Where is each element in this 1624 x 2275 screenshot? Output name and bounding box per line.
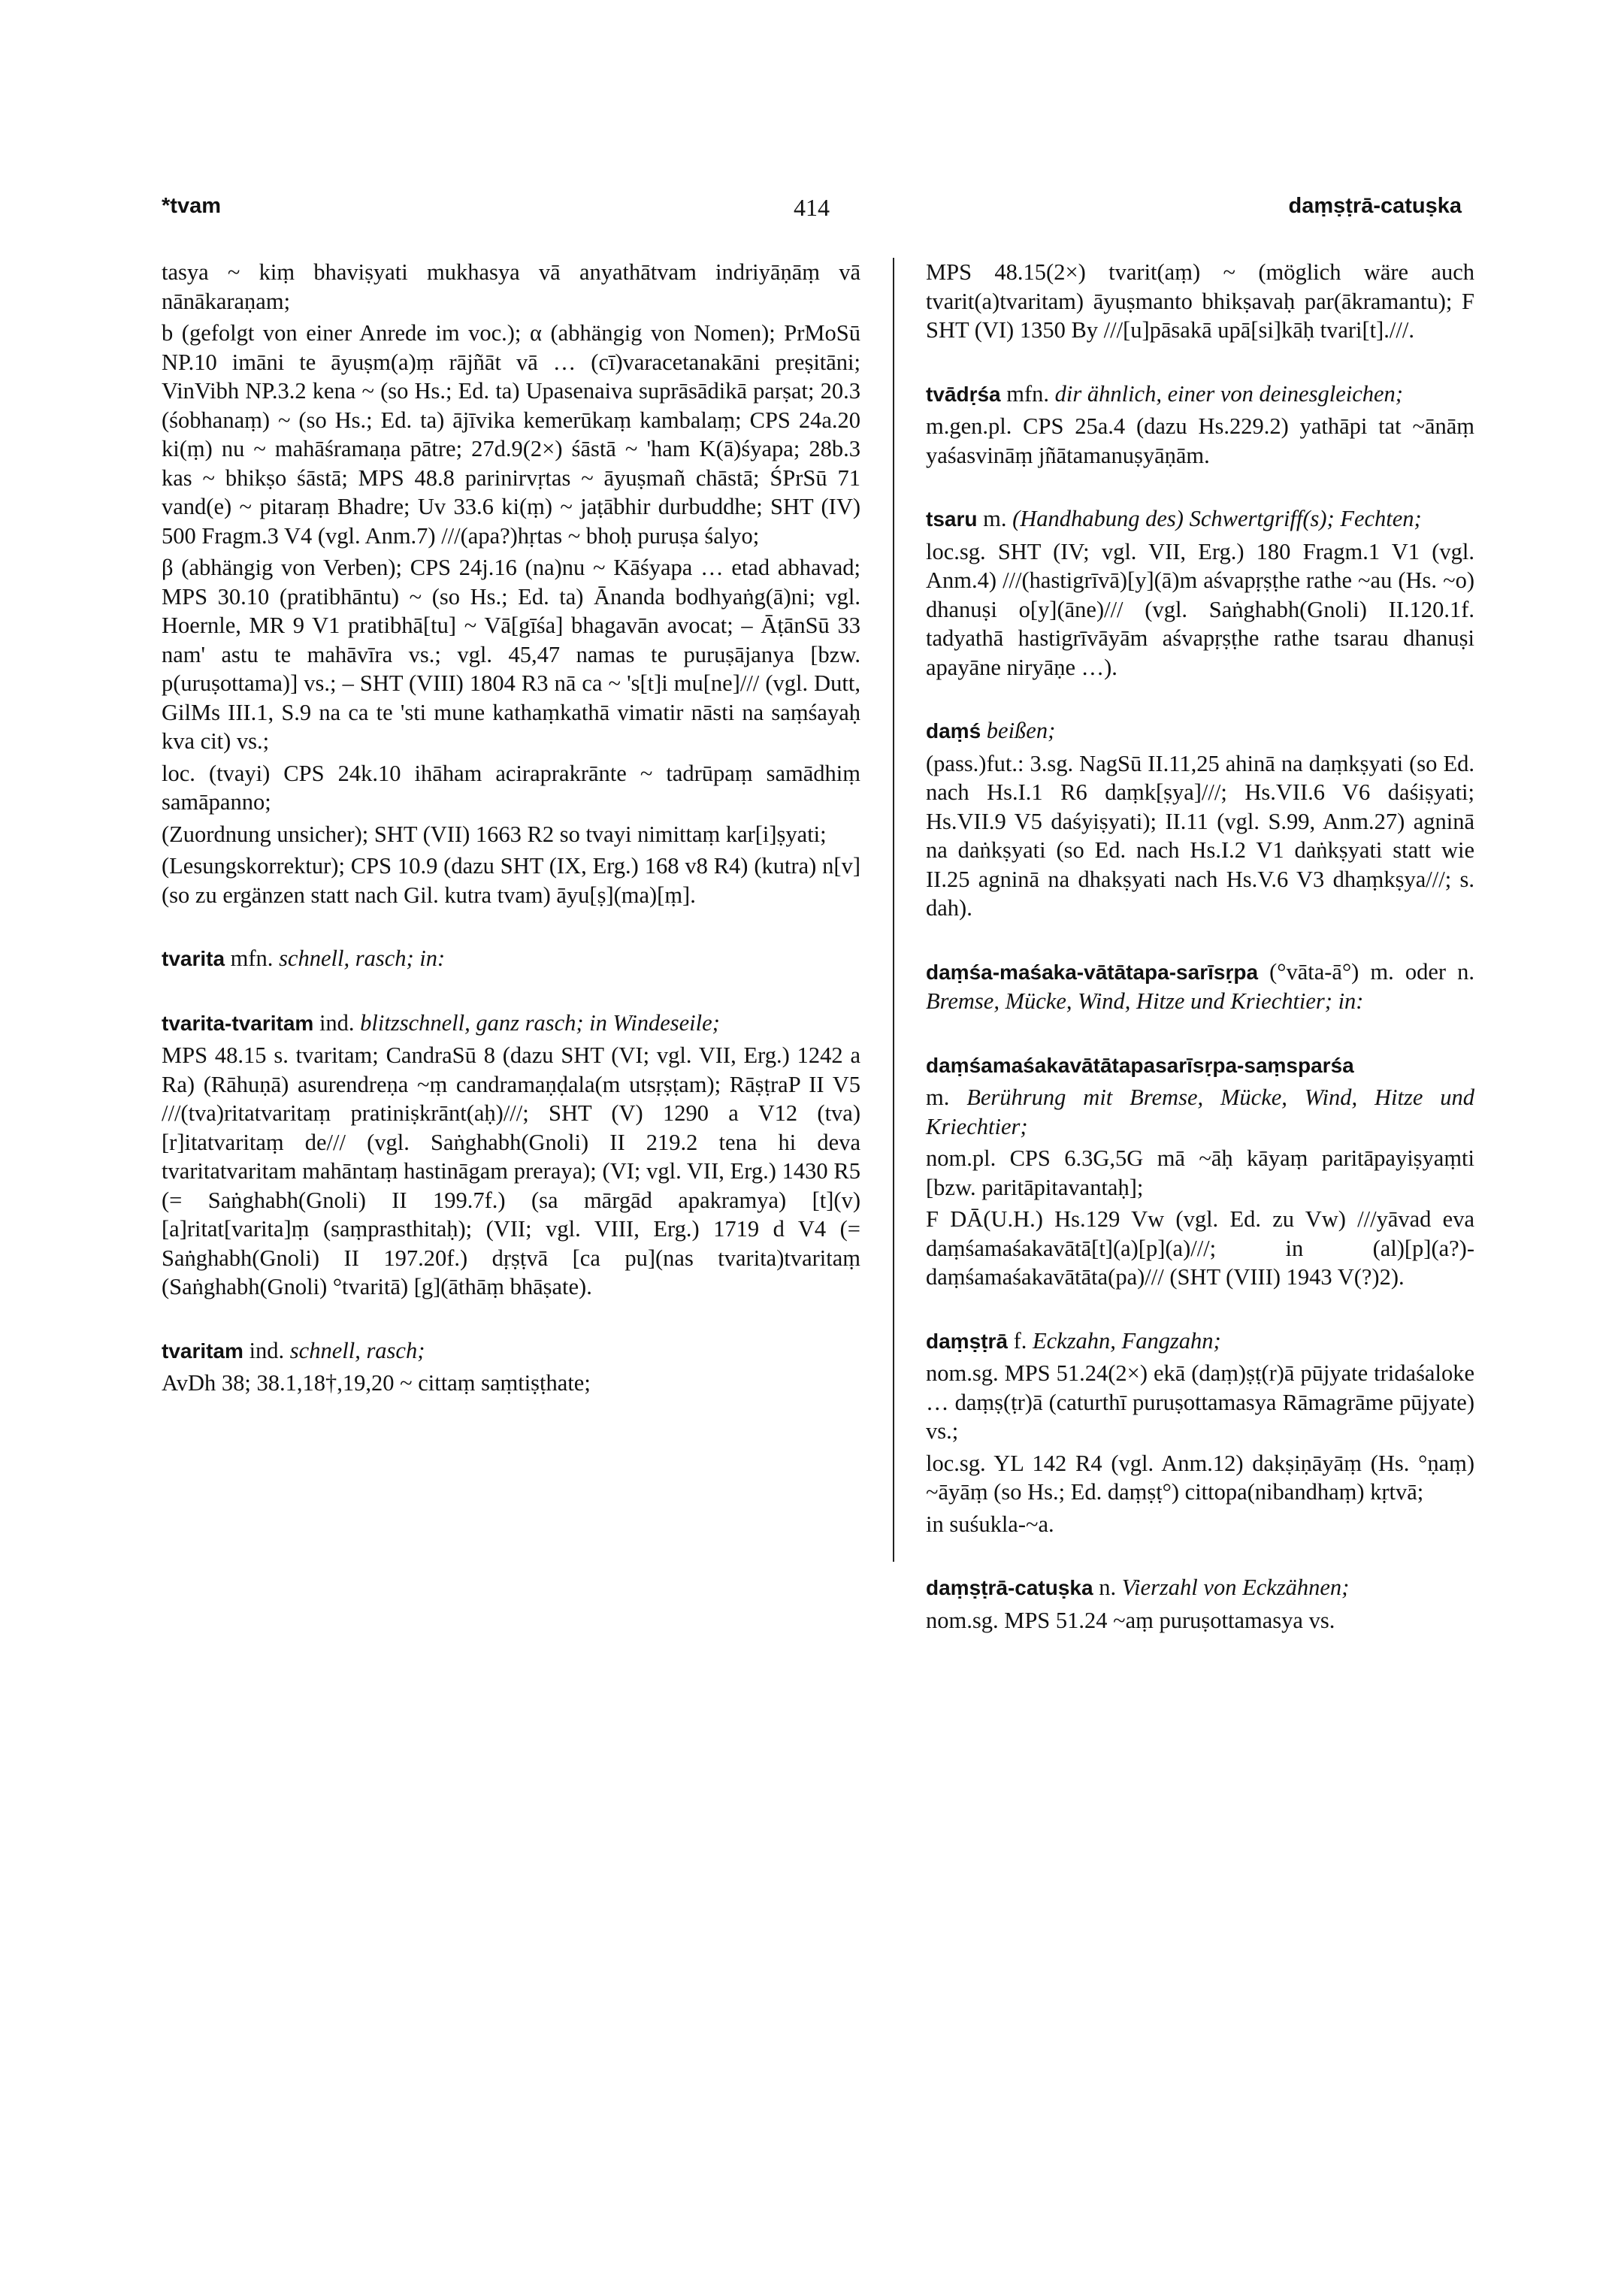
paragraph: AvDh 38; 38.1,18†,19,20 ~ cittaṃ saṃtiṣṭhate; [162, 1370, 591, 1396]
grammar: m. [983, 506, 1007, 531]
gloss: schnell, rasch; in: [279, 945, 446, 971]
entry-tvarita [162, 944, 860, 974]
headword: daṃṣṭrā-catuṣka [926, 1576, 1093, 1599]
entry-dams [926, 716, 1474, 923]
entry-tvam-continuation [162, 258, 860, 909]
column-divider [893, 258, 894, 1562]
gloss: schnell, rasch; [289, 1337, 425, 1363]
entry-tvadrsa [926, 380, 1474, 470]
headword: daṃṣṭrā [926, 1329, 1008, 1353]
gloss: Berührung mit Bremse, Mücke, Wind, Hitze und Kriechtier; [926, 1085, 1474, 1139]
paragraph: tasya ~ kiṃ bhaviṣyati mukhasya vā anyathātvam indriyāṇāṃ vā nānākaraṇam; [162, 259, 860, 314]
entry-damstra-catuska [926, 1573, 1474, 1635]
grammar: n. [1099, 1575, 1117, 1600]
paragraph: (pass.)fut.: 3.sg. NagSū II.11,25 ahinā na daṃkṣyati (so Ed. nach Hs.I.1 R6 daṃk[ṣya]///; Hs.VII.6 V6 daśiṣyati; Hs.VII.9 V5 daśyiṣyati); II.11 (vgl. S.99, Anm.27) agninā na daṅkṣyati (so Ed. nach Hs.I.2 V1 daṅkṣyati statt wie II.25 agninā na dhakṣyati nach Hs.V.6 V3 dhaṃkṣya///; s. dah). [926, 750, 1474, 921]
running-header [162, 194, 1462, 231]
header-left-headword: *tvam [162, 194, 221, 218]
entry-tvarita-tvaritam [162, 1009, 860, 1302]
grammar: mfn. [230, 945, 274, 971]
headword: daṃśamaśakavātātapasarīsṛpa-saṃsparśa [926, 1053, 1354, 1077]
page-number: 414 [794, 194, 830, 221]
gloss: blitzschnell, ganz rasch; in Windeseile; [360, 1009, 720, 1036]
right-column [926, 258, 1474, 1669]
grammar: mfn. [1006, 380, 1050, 407]
paragraph: in suśukla-~a. [926, 1511, 1054, 1537]
grammar: f. [1013, 1327, 1027, 1354]
entry-tvaritam [162, 1336, 860, 1398]
grammar: ind. [319, 1009, 355, 1036]
gloss: beißen; [986, 718, 1056, 743]
paragraph: nom.pl. CPS 6.3G,5G mā ~āḥ kāyaṃ paritāpayiṣyaṃti [bzw. paritāpitavantaḥ]; [926, 1145, 1474, 1200]
entry-tvarita-tvaritam-continuation [926, 258, 1474, 345]
entry-tsaru [926, 504, 1474, 682]
paragraph: nom.sg. MPS 51.24 ~aṃ puruṣottamasya vs. [926, 1607, 1335, 1633]
grammar: ind. [249, 1337, 285, 1363]
grammar: (°vāta-ā°) m. oder n. [1269, 958, 1475, 985]
gloss: (Handhabung des) Schwertgriff(s); Fechten; [1012, 506, 1422, 531]
grammar: m. [926, 1085, 950, 1110]
paragraph: (Zuordnung unsicher); SHT (VII) 1663 R2 so tvayi nimittaṃ kar[i]ṣyati; [162, 821, 827, 847]
entry-damstra [926, 1327, 1474, 1539]
headword: tvādṛśa [926, 382, 1001, 406]
paragraph: MPS 48.15 s. tvaritam; CandraSū 8 (dazu SHT (VI; vgl. VII, Erg.) 1242 a Ra) (Rāhuṇā) asurendreṇa ~ṃ candramaṇḍala(m utsṛṣṭam); RāṣṭraP II V5 ///(tva)ritatvaritaṃ pratiniṣkrānt(aḥ)///; SHT (V) 1290 a V12 (tva)[r]itatvaritaṃ de/// (vgl. Saṅghabh(Gnoli) II 219.2 tena hi deva tvaritatvaritam mahāntaṃ hastināgam prerayа); (VI; vgl. VII, Erg.) 1430 R5 (= Saṅghabh(Gnoli) II 199.7f.) (sa mārgād apakramya) [t](v)[a]ritat[varita]ṃ (saṃprasthitaḥ); (VII; vgl. VIII, Erg.) 1719 d V4 (= Saṅghabh(Gnoli) II 197.20f.) dṛṣṭvā [ca pu](nas tvarita)tvaritaṃ (Saṅghabh(Gnoli) °tvaritā) [g](āthāṃ bhāṣate). [162, 1042, 860, 1299]
gloss: Eckzahn, Fangzahn; [1032, 1327, 1221, 1354]
header-right-headword: daṃṣṭrā-catuṣka [1288, 194, 1462, 218]
paragraph: MPS 48.15(2×) tvarit(aṃ) ~ (möglich wäre auch tvarit(a)tvaritam) āyuṣmanto bhikṣavaḥ par(ākramantu); F SHT (VI) 1350 By ///[u]pāsakā upā[si]kāḥ tvari[t].///. [926, 259, 1474, 343]
gloss: dir ähnlich, einer von deinesgleichen; [1054, 380, 1403, 407]
entry-damsa-masaka [926, 957, 1474, 1016]
paragraph: loc. (tvayi) CPS 24k.10 ihāham aciraprakrānte ~ tadrūpaṃ samādhiṃ samāpanno; [162, 760, 860, 815]
headword: daṃśa-maśaka-vātātapa-sarīsṛpa [926, 960, 1259, 984]
headword: tvarita [162, 947, 225, 970]
gloss: Vierzahl von Eckzähnen; [1121, 1575, 1350, 1600]
paragraph: loc.sg. YL 142 R4 (vgl. Anm.12) dakṣiṇāyāṃ (Hs. °ṇaṃ) ~āyāṃ (so Hs.; Ed. daṃṣṭ°) cittopa(nibandhaṃ) kṛtvā; [926, 1450, 1474, 1505]
paragraph: F DĀ(U.H.) Hs.129 Vw (vgl. Ed. zu Vw) ///yāvad eva daṃśamaśakavātā[t](a)[p](a)///; in (al)[p](a?)-daṃśamaśakavātāta(pa)/// (SHT (VIII) 1943 V(?)2). [926, 1206, 1474, 1290]
paragraph: β (abhängig von Verben); CPS 24j.16 (na)nu ~ Kāśyapa … etad abhavad; MPS 30.10 (pratibhāntu) ~ (so Hs.; Ed. ta) Ānanda bodhyaṅg(ā)ni; vgl. Hoernle, MR 9 V1 pratibhā[tu] ~ Vā[gīśa] bhagavān avocat; – ĀṭānSū 33 nam' astu te mahāvīra vs.; vgl. 45,47 namas te puruṣājanya [bzw. p(uruṣottama)] vs.; – SHT (VIII) 1804 R3 nā ca ~ 's[t]i mu[ne]/// (vgl. Dutt, GilMs III.1, S.9 na ca te 'sti mune kathaṃkathā vimatir nāsti na saṃśayaḥ kva cit) vs.; [162, 555, 860, 754]
headword: tvaritam [162, 1339, 243, 1363]
headword: tsaru [926, 507, 978, 531]
left-column [162, 258, 860, 1432]
gloss: Bremse, Mücke, Wind, Hitze und Kriechtier; in: [926, 988, 1364, 1014]
headword: daṃś [926, 719, 981, 743]
paragraph: nom.sg. MPS 51.24(2×) ekā (daṃ)ṣṭ(r)ā pūjyate tridaśaloke … daṃṣ(ṭr)ā (caturthī puruṣottamasya Rāmagrāme pūjyate) vs.; [926, 1360, 1474, 1444]
paragraph: (Lesungskorrektur); CPS 10.9 (dazu SHT (IX, Erg.) 168 v8 R4) (kutra) n[v] (so zu ergänzen statt nach Gil. kutra tvam) āyu[ṣ](ma)[ṃ]. [162, 853, 860, 908]
paragraph: loc.sg. SHT (IV; vgl. VII, Erg.) 180 Fragm.1 V1 (vgl. Anm.4) ///(hastigrīvā)[y](ā)m aśvapṛṣṭhe rathe ~au (Hs. ~o) dhanuṣi o[y](āne)/// (vgl. Saṅghabh(Gnoli) II.120.1f. tadyathā hastigrīvāyām aśvapṛṣṭhe rathe tsarau dhanuṣi apayāne niryāṇe …). [926, 538, 1474, 680]
paragraph: m.gen.pl. CPS 25a.4 (dazu Hs.229.2) yathāpi tat ~ānāṃ yaśasvināṃ jñātamanuṣyāṇām. [926, 413, 1474, 468]
headword: tvarita-tvaritam [162, 1011, 314, 1035]
paragraph: b (gefolgt von einer Anrede im voc.); α (abhängig von Nomen); PrMoSū NP.10 imāni te āyuṣm(a)ṃ rājñāt vā … (cī)varacetanakāni preṣitāni; VinVibh NP.3.2 kena ~ (so Hs.; Ed. ta) Upasenaiva suprāsādikā parṣat; 20.3 (śobhanaṃ) ~ (so Hs.; Ed. ta) ājīvika kemerūkaṃ kambalaṃ; CPS 24a.20 ki(ṃ) nu ~ mahāśramaṇa pātre; 27d.9(2×) śāstā ~ 'ham K(ā)śyapa; 28b.3 kas ~ bhikṣo śāstā; MPS 48.8 parinirvṛtas ~ āyuṣmañ chāstā; ŚPrSū 71 vand(e) ~ pitaraṃ Bhadre; Uv 33.6 ki(ṃ) ~ jaṭābhir durbuddhe; SHT (IV) 500 Fragm.3 V4 (vgl. Anm.7) ///(apa?)hṛtas ~ bhoḥ puruṣa śalyo; [162, 320, 860, 549]
entry-damsamasaka-samsparsa [926, 1051, 1474, 1292]
